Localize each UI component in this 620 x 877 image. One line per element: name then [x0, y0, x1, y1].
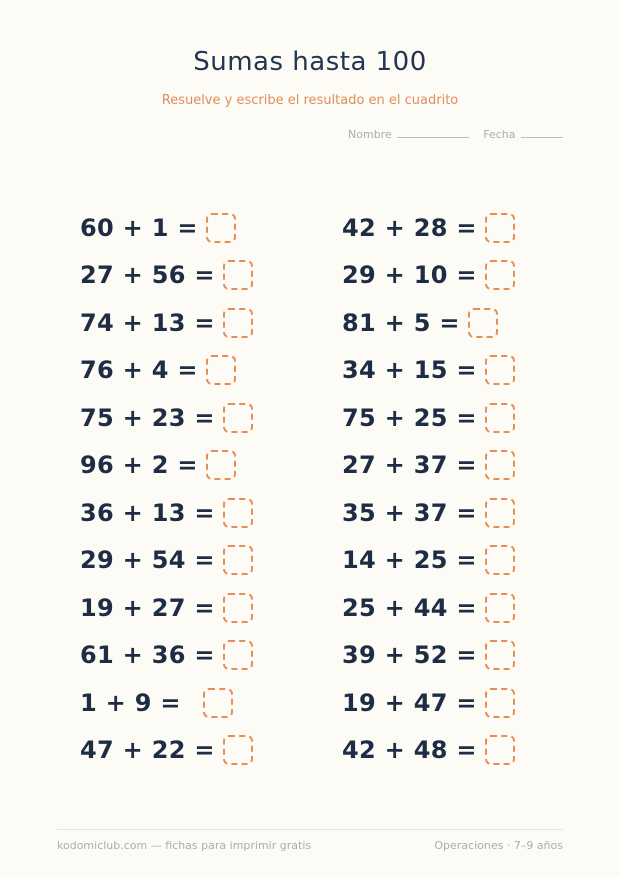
exercise-expression: 19 + 27 = [80, 593, 215, 622]
exercise-row [342, 299, 515, 347]
answer-box[interactable] [223, 498, 253, 528]
answer-box[interactable] [485, 403, 515, 433]
answer-box[interactable] [223, 260, 253, 290]
exercise-expression: 74 + 13 = [80, 308, 215, 337]
answer-box[interactable] [485, 355, 515, 385]
exercise-row [342, 679, 515, 727]
exercise-row [80, 442, 253, 490]
footer-site-text: kodomiclub.com — fichas para imprimir gratis [57, 839, 312, 852]
exercise-expression: 39 + 52 = [342, 641, 477, 670]
answer-box[interactable] [485, 688, 515, 718]
exercise-row [342, 727, 515, 775]
answer-box[interactable] [223, 640, 253, 670]
date-line[interactable] [521, 125, 563, 138]
answer-box[interactable] [485, 593, 515, 623]
answer-box[interactable] [485, 498, 515, 528]
answer-box[interactable] [206, 355, 236, 385]
exercise-expression: 36 + 13 = [80, 498, 215, 527]
answer-box[interactable] [223, 735, 253, 765]
answer-box[interactable] [223, 545, 253, 575]
exercise-row [80, 727, 253, 775]
exercise-row [342, 489, 515, 537]
exercise-expression: 42 + 28 = [342, 213, 477, 242]
exercise-row [80, 347, 253, 395]
exercise-expression: 27 + 56 = [80, 261, 215, 290]
exercise-row [80, 299, 253, 347]
exercise-expression: 75 + 23 = [80, 403, 215, 432]
exercise-expression: 1 + 9 = [80, 688, 181, 717]
exercise-row [80, 489, 253, 537]
answer-box[interactable] [485, 450, 515, 480]
exercise-row [342, 537, 515, 585]
exercise-expression: 75 + 25 = [342, 403, 477, 432]
answer-box[interactable] [223, 308, 253, 338]
name-line[interactable] [397, 125, 469, 138]
date-label: Fecha [483, 128, 516, 141]
answer-box[interactable] [206, 450, 236, 480]
exercise-expression: 34 + 15 = [342, 356, 477, 385]
answer-box[interactable] [468, 308, 498, 338]
answer-box[interactable] [485, 735, 515, 765]
exercise-row [342, 204, 515, 252]
answer-box[interactable] [485, 640, 515, 670]
exercise-row [80, 252, 253, 300]
exercise-expression: 14 + 25 = [342, 546, 477, 575]
answer-box[interactable] [223, 403, 253, 433]
student-fields [348, 125, 563, 141]
page-title: Sumas hasta 100 [193, 47, 427, 77]
exercise-row [80, 679, 253, 727]
exercise-row [342, 632, 515, 680]
exercise-expression: 29 + 54 = [80, 546, 215, 575]
footer-divider [57, 829, 563, 830]
exercise-row [80, 584, 253, 632]
name-field[interactable] [348, 125, 469, 141]
exercise-column-left [80, 204, 253, 774]
exercise-expression: 35 + 37 = [342, 498, 477, 527]
date-field[interactable] [483, 125, 563, 141]
answer-box[interactable] [223, 593, 253, 623]
exercise-expression: 60 + 1 = [80, 213, 198, 242]
page-subtitle: Resuelve y escribe el resultado en el cuadrito [161, 93, 459, 108]
exercise-row [80, 537, 253, 585]
exercise-expression: 27 + 37 = [342, 451, 477, 480]
exercise-row [342, 442, 515, 490]
answer-box[interactable] [485, 545, 515, 575]
exercise-expression: 81 + 5 = [342, 308, 460, 337]
name-label: Nombre [348, 128, 392, 141]
answer-box[interactable] [485, 213, 515, 243]
exercise-row [80, 394, 253, 442]
exercise-row [80, 204, 253, 252]
exercise-column-right [342, 204, 515, 774]
exercise-expression: 25 + 44 = [342, 593, 477, 622]
exercise-row [342, 347, 515, 395]
exercise-expression: 61 + 36 = [80, 641, 215, 670]
exercise-row [342, 252, 515, 300]
exercise-expression: 47 + 22 = [80, 736, 215, 765]
footer-category-text: Operaciones · 7–9 años [434, 839, 563, 852]
exercise-row [342, 584, 515, 632]
exercise-expression: 19 + 47 = [342, 688, 477, 717]
answer-box[interactable] [206, 213, 236, 243]
exercise-expression: 42 + 48 = [342, 736, 477, 765]
exercise-row [80, 632, 253, 680]
exercise-expression: 29 + 10 = [342, 261, 477, 290]
exercise-expression: 76 + 4 = [80, 356, 198, 385]
exercise-expression: 96 + 2 = [80, 451, 198, 480]
answer-box[interactable] [485, 260, 515, 290]
exercise-row [342, 394, 515, 442]
answer-box[interactable] [203, 688, 233, 718]
